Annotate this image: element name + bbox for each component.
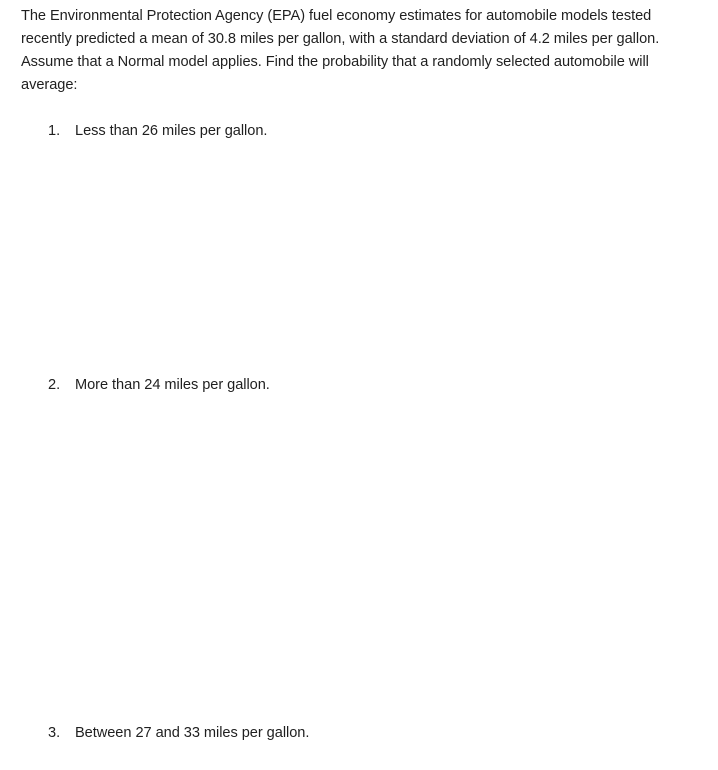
- question-number: 1.: [48, 123, 61, 139]
- problem-statement: The Environmental Protection Agency (EPA) fuel economy estimates for automobile models tested recently predicted a mean of 30.8 miles per gallon, with a standard deviation of 4.2 miles per gallon. Assume that a Normal model applies. Find the probability that a randomly selected automobile will average:: [21, 8, 660, 93]
- question-number: 3.: [48, 725, 61, 741]
- question-text: More than 24 miles per gallon.: [75, 377, 270, 393]
- question-text: Less than 26 miles per gallon.: [75, 123, 268, 139]
- question-item-3: [48, 723, 309, 743]
- question-number: 2.: [48, 377, 61, 393]
- question-item-1: [48, 121, 267, 141]
- question-item-2: [48, 375, 270, 395]
- question-text: Between 27 and 33 miles per gallon.: [75, 725, 310, 741]
